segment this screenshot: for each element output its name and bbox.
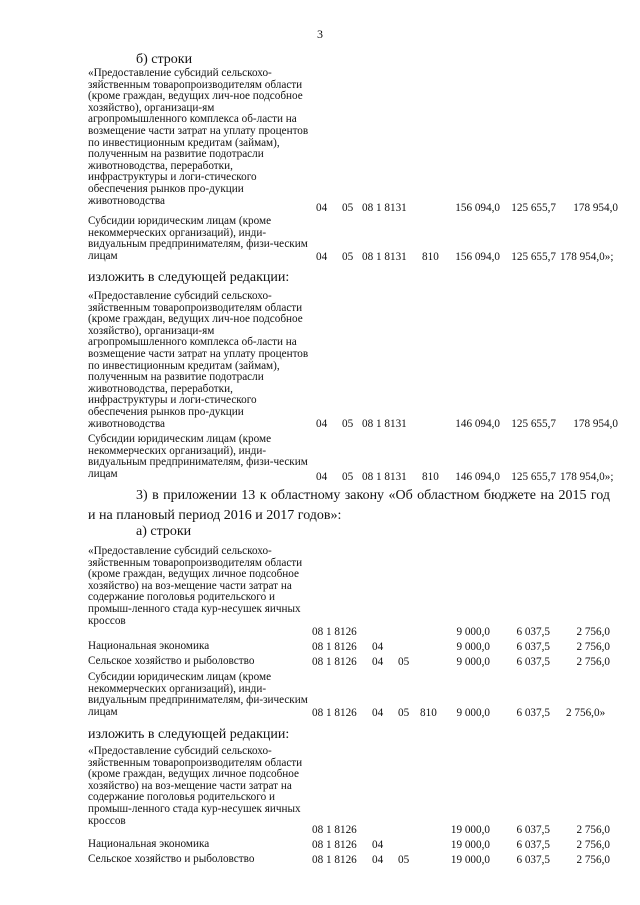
- cell-2015: 19 000,0: [450, 854, 490, 866]
- cell-rz: 04: [372, 656, 384, 668]
- cell-pr: 05: [398, 854, 410, 866]
- section-a-heading: а) строки: [136, 524, 192, 539]
- cell-2016: 125 655,7: [511, 418, 556, 430]
- cell-csr: 08 1 8126: [312, 854, 357, 866]
- cell-rz: 04: [316, 202, 328, 214]
- cell-2017: 2 756,0»: [566, 707, 606, 719]
- item-3-paragraph: 3) в приложении 13 к областному закону «Об областном бюджете на 2015 год и на плановый период 2016 и 2017 годов»:: [88, 488, 610, 523]
- cell-2017: 2 756,0: [576, 824, 610, 836]
- cell-2017: 178 954,0: [573, 418, 618, 430]
- cell-vr: 810: [422, 251, 439, 263]
- new-edition-heading: изложить в следующей редакции:: [88, 727, 290, 742]
- cell-csr: 08 1 8131: [362, 418, 407, 430]
- cell-2015: 156 094,0: [455, 251, 500, 263]
- row-text: Сельское хозяйство и рыболовство: [88, 655, 255, 667]
- cell-rz: 04: [316, 471, 328, 483]
- row-text: Субсидии юридическим лицам (кроме некоммерческих организаций), инди-видуальным предпринимателям, фи-зическим лицам: [88, 671, 308, 718]
- cell-2015: 19 000,0: [450, 824, 490, 836]
- cell-rz: 04: [316, 251, 328, 263]
- cell-pr: 05: [342, 471, 354, 483]
- cell-2015: 146 094,0: [455, 471, 500, 483]
- cell-pr: 05: [342, 418, 354, 430]
- cell-csr: 08 1 8126: [312, 824, 357, 836]
- page-number: 3: [317, 27, 323, 41]
- cell-2016: 125 655,7: [511, 251, 556, 263]
- cell-csr: 08 1 8131: [362, 251, 407, 263]
- cell-rz: 04: [316, 418, 328, 430]
- row-text: «Предоставление субсидий сельскохо-зяйственным товаропроизводителям области (кроме граждан, ведущих личное подсобное хозяйство) на воз-мещение части затрат на содержание поголовья родительского и промыш-ленного стада кур-несушек яичных кроссов: [88, 545, 303, 627]
- cell-csr: 08 1 8126: [312, 707, 357, 719]
- cell-2016: 6 037,5: [516, 839, 550, 851]
- cell-2015: 9 000,0: [456, 707, 490, 719]
- row-text: Национальная экономика: [88, 640, 210, 652]
- cell-2017: 178 954,0: [573, 202, 618, 214]
- cell-pr: 05: [398, 707, 410, 719]
- cell-pr: 05: [342, 202, 354, 214]
- cell-2016: 125 655,7: [511, 202, 556, 214]
- cell-vr: 810: [420, 707, 437, 719]
- cell-2016: 6 037,5: [516, 707, 550, 719]
- cell-rz: 04: [372, 839, 384, 851]
- cell-pr: 05: [342, 251, 354, 263]
- cell-2015: 9 000,0: [456, 626, 490, 638]
- cell-rz: 04: [372, 707, 384, 719]
- cell-2015: 146 094,0: [455, 418, 500, 430]
- cell-csr: 08 1 8131: [362, 202, 407, 214]
- cell-2015: 9 000,0: [456, 641, 490, 653]
- cell-2016: 6 037,5: [516, 626, 550, 638]
- cell-2017: 2 756,0: [576, 641, 610, 653]
- cell-2015: 156 094,0: [455, 202, 500, 214]
- cell-2017: 178 954,0»;: [560, 251, 614, 263]
- cell-2015: 19 000,0: [450, 839, 490, 851]
- cell-2015: 9 000,0: [456, 656, 490, 668]
- row-text: «Предоставление субсидий сельскохо-зяйственным товаропроизводителям области (кроме граждан, ведущих лич-ное подсобное хозяйство), организаци-ям агропромышленного комплекса об-ласти на возмещение части затрат на уплату процентов по инвестиционным кредитам (займам), полученным на развитие подотрасли животноводства, переработки, инфраструктуры и логи-стического обеспечения рынков про-дукции животноводства: [88, 67, 309, 207]
- row-text: Субсидии юридическим лицам (кроме некоммерческих организаций), инди-видуальным предпринимателям, физи-ческим лицам: [88, 433, 308, 480]
- cell-vr: 810: [422, 471, 439, 483]
- cell-2016: 6 037,5: [516, 641, 550, 653]
- cell-pr: 05: [398, 656, 410, 668]
- row-text: «Предоставление субсидий сельскохо-зяйственным товаропроизводителям области (кроме граждан, ведущих лич-ное подсобное хозяйство), организаци-ям агропромышленного комплекса об-ласти на возмещение части затрат на уплату процентов по инвестиционным кредитам (займам), полученным на развитие подотрасли животноводства, переработки, инфраструктуры и логи-стического обеспечения рынков про-дукции животноводства: [88, 290, 309, 430]
- cell-2017: 2 756,0: [576, 626, 610, 638]
- cell-2016: 6 037,5: [516, 656, 550, 668]
- row-text: Национальная экономика: [88, 838, 210, 850]
- cell-csr: 08 1 8126: [312, 656, 357, 668]
- cell-2017: 2 756,0: [576, 854, 610, 866]
- cell-2016: 6 037,5: [516, 854, 550, 866]
- row-text: Сельское хозяйство и рыболовство: [88, 853, 255, 865]
- new-edition-heading: изложить в следующей редакции:: [88, 270, 290, 285]
- row-text: «Предоставление субсидий сельскохо-зяйственным товаропроизводителям области (кроме граждан, ведущих личное подсобное хозяйство) на воз-мещение части затрат на содержание поголовья родительского и промыш-ленного стада кур-несушек яичных кроссов: [88, 745, 303, 827]
- cell-csr: 08 1 8126: [312, 626, 357, 638]
- cell-2016: 6 037,5: [516, 824, 550, 836]
- cell-2017: 178 954,0»;: [560, 471, 614, 483]
- cell-2017: 2 756,0: [576, 656, 610, 668]
- row-text: Субсидии юридическим лицам (кроме некоммерческих организаций), инди-видуальным предпринимателям, физи-ческим лицам: [88, 215, 308, 262]
- cell-rz: 04: [372, 854, 384, 866]
- cell-csr: 08 1 8131: [362, 471, 407, 483]
- cell-2017: 2 756,0: [576, 839, 610, 851]
- cell-csr: 08 1 8126: [312, 641, 357, 653]
- section-b-heading: б) строки: [136, 52, 193, 67]
- cell-2016: 125 655,7: [511, 471, 556, 483]
- cell-rz: 04: [372, 641, 384, 653]
- cell-csr: 08 1 8126: [312, 839, 357, 851]
